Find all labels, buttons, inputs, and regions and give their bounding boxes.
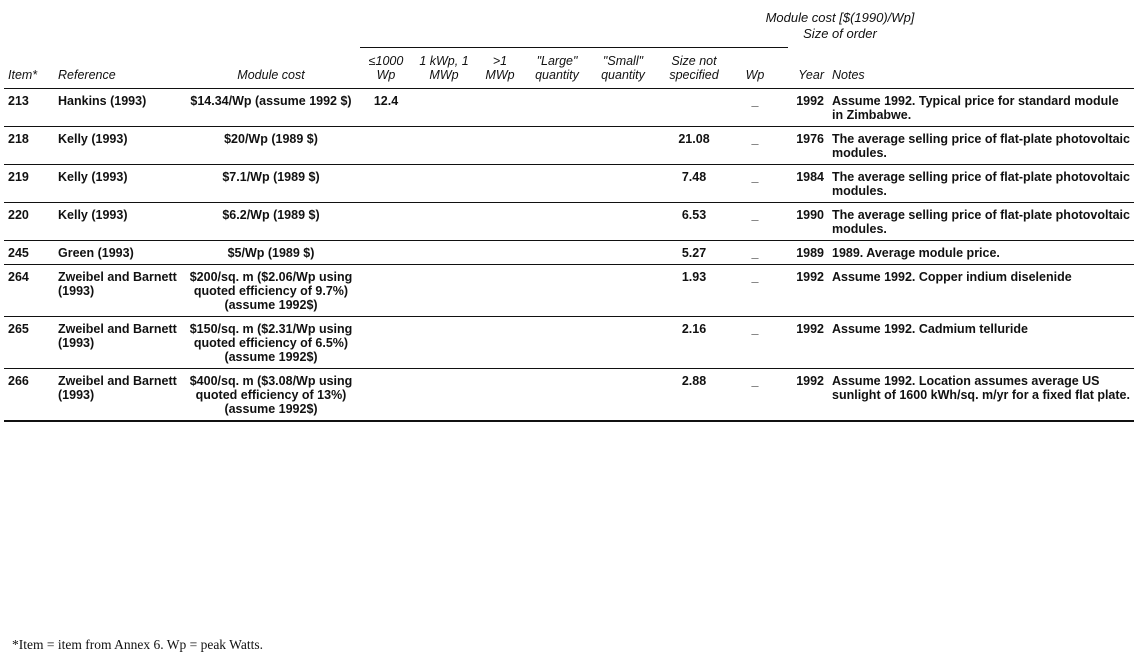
cell-size-not-specified: 1.93 [681, 270, 707, 284]
table-row [4, 127, 1134, 165]
cell-reference: Kelly (1993) [58, 208, 128, 222]
cell-year: 1992 [796, 322, 824, 336]
cell-reference: Zweibel and Barnett (1993) [58, 270, 177, 298]
table-row [4, 317, 1134, 369]
table-row [4, 165, 1134, 203]
size-of-order-label: Size of order [803, 26, 877, 41]
cell-size-not-specified: 5.27 [681, 246, 707, 260]
cell-size-not-specified: 2.16 [681, 322, 707, 336]
cell-item: 219 [8, 170, 29, 184]
cell-size-not-specified: 21.08 [678, 132, 710, 146]
cell-module-cost: $150/sq. m ($2.31/Wp using quoted efficiency of 6.5%) (assume 1992$) [189, 322, 353, 364]
col-size-1000wp: ≤1000 Wp [368, 54, 404, 82]
cell-item: 218 [8, 132, 29, 146]
cell-size-1000wp: 12.4 [373, 94, 399, 108]
cell-size-1000wp [358, 369, 414, 422]
cell-wp: _ [751, 374, 759, 388]
cell-wp: _ [751, 246, 759, 260]
cell-wp: _ [751, 322, 759, 336]
cell-size-1000wp [358, 241, 414, 265]
cell-size-not-specified: 2.88 [681, 374, 707, 388]
cell-notes: The average selling price of flat-plate photovoltaic modules. [832, 208, 1130, 236]
cell-module-cost: $5/Wp (1989 $) [227, 246, 315, 260]
col-module-cost: Module cost [237, 68, 305, 82]
cell-module-cost: $20/Wp (1989 $) [224, 132, 318, 146]
cell-notes: 1989. Average module price. [832, 246, 1000, 260]
col-small-quantity: "Small" quantity [601, 54, 645, 82]
col-year: Year [798, 68, 824, 82]
cell-item: 213 [8, 94, 29, 108]
cell-year: 1976 [796, 132, 824, 146]
cell-size-1000wp [358, 265, 414, 317]
col-size-not-specified: Size not specified [669, 54, 719, 82]
table-footnote: *Item = item from Annex 6. Wp = peak Watts. [12, 637, 263, 652]
cell-notes: Assume 1992. Cadmium telluride [832, 322, 1028, 336]
cell-notes: Assume 1992. Copper indium diselenide [832, 270, 1072, 284]
module-cost-banner [640, 10, 1040, 41]
cell-module-cost: $6.2/Wp (1989 $) [222, 208, 320, 222]
table-header-row [4, 54, 1134, 89]
cell-reference: Hankins (1993) [58, 94, 147, 108]
cell-reference: Zweibel and Barnett (1993) [58, 374, 177, 402]
cell-wp: _ [751, 170, 759, 184]
table-row [4, 265, 1134, 317]
cell-module-cost: $400/sq. m ($3.08/Wp using quoted efficiency of 13%) (assume 1992$) [189, 374, 353, 416]
col-size-over-1mw: >1 MWp [485, 54, 515, 82]
col-wp: Wp [745, 68, 765, 82]
cell-size-1000wp [358, 317, 414, 369]
cell-wp: _ [751, 132, 759, 146]
cell-reference: Kelly (1993) [58, 170, 128, 184]
table-row [4, 89, 1134, 127]
cell-item: 245 [8, 246, 29, 260]
cell-year: 1992 [796, 94, 824, 108]
cell-item: 220 [8, 208, 29, 222]
cell-reference: Kelly (1993) [58, 132, 128, 146]
table-row [4, 369, 1134, 422]
cell-item: 266 [8, 374, 29, 388]
module-cost-table [4, 54, 1134, 422]
cell-module-cost: $200/sq. m ($2.06/Wp using quoted efficiency of 9.7%) (assume 1992$) [189, 270, 353, 312]
col-large-quantity: "Large" quantity [535, 54, 579, 82]
table-row [4, 241, 1134, 265]
cell-notes: Assume 1992. Location assumes average US sunlight of 1600 kWh/sq. m/yr for a fixed flat plate. [832, 374, 1130, 402]
cell-year: 1984 [796, 170, 824, 184]
cell-wp: _ [751, 270, 759, 284]
cell-reference: Green (1993) [58, 246, 134, 260]
cell-module-cost: $14.34/Wp (assume 1992 $) [190, 94, 352, 108]
cell-year: 1992 [796, 270, 824, 284]
module-cost-title: Module cost [$(1990)/Wp] [765, 10, 915, 25]
cell-size-not-specified: 6.53 [681, 208, 707, 222]
table-row [4, 203, 1134, 241]
cell-notes: The average selling price of flat-plate photovoltaic modules. [832, 132, 1130, 160]
cell-size-1000wp [358, 203, 414, 241]
cell-size-not-specified [658, 89, 730, 127]
col-notes: Notes [832, 68, 865, 82]
cell-item: 264 [8, 270, 29, 284]
cell-notes: The average selling price of flat-plate photovoltaic modules. [832, 170, 1130, 198]
cell-item: 265 [8, 322, 29, 336]
col-reference: Reference [58, 68, 116, 82]
cell-wp: _ [751, 208, 759, 222]
cell-year: 1992 [796, 374, 824, 388]
cell-reference: Zweibel and Barnett (1993) [58, 322, 177, 350]
cell-size-not-specified: 7.48 [681, 170, 707, 184]
cell-module-cost: $7.1/Wp (1989 $) [222, 170, 320, 184]
cell-wp: _ [751, 94, 759, 108]
cell-size-1000wp [358, 165, 414, 203]
cell-size-1000wp [358, 127, 414, 165]
cell-year: 1989 [796, 246, 824, 260]
size-of-order-rule [360, 47, 788, 48]
col-size-1kw-1mw: 1 kWp, 1 MWp [419, 54, 469, 82]
cell-year: 1990 [796, 208, 824, 222]
col-item: Item* [8, 68, 38, 82]
cell-notes: Assume 1992. Typical price for standard module in Zimbabwe. [832, 94, 1119, 122]
